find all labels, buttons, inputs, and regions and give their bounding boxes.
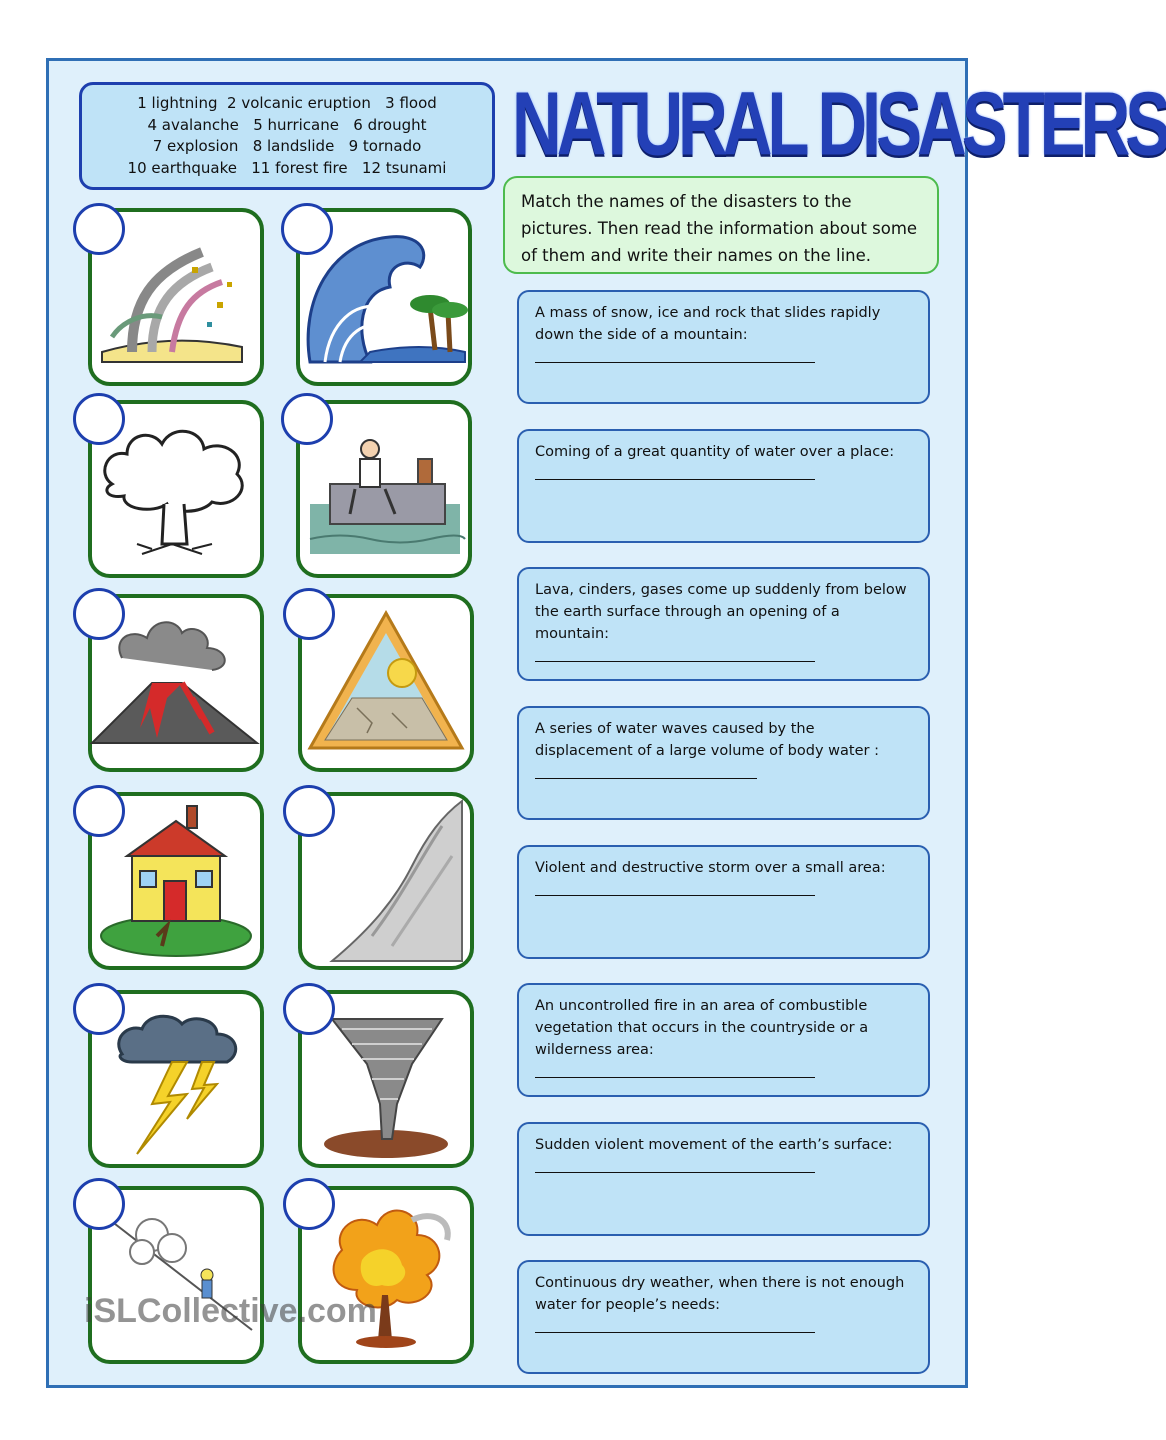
answer-line[interactable] <box>535 1320 815 1333</box>
answer-circle[interactable] <box>281 203 333 255</box>
definition-box <box>517 845 930 959</box>
answer-circle[interactable] <box>281 393 333 445</box>
answer-circle[interactable] <box>73 393 125 445</box>
answer-line[interactable] <box>535 649 815 662</box>
definition-box <box>517 1122 930 1236</box>
answer-circle[interactable] <box>283 983 335 1035</box>
definition-box <box>517 983 930 1097</box>
word-bank <box>79 82 495 190</box>
answer-line[interactable] <box>535 766 757 779</box>
answer-line[interactable] <box>535 467 815 480</box>
answer-line[interactable] <box>535 1160 815 1173</box>
answer-circle[interactable] <box>73 1178 125 1230</box>
instructions: Match the names of the disasters to the pictures. Then read the information about some of them and write their names on the line. <box>503 176 939 274</box>
definition-text: A series of water waves caused by the displacement of a large volume of body water : <box>535 721 879 759</box>
definition-text: Violent and destructive storm over a small area: <box>535 860 886 876</box>
definition-text: Lava, cinders, gases come up suddenly from below the earth surface through an opening of a mountain: <box>535 582 907 642</box>
definition-text: Coming of a great quantity of water over a place: <box>535 444 895 460</box>
word-bank-line: 1 lightning 2 volcanic eruption 3 flood <box>137 94 437 112</box>
definition-text: A mass of snow, ice and rock that slides rapidly down the side of a mountain: <box>535 305 881 343</box>
definition-box <box>517 290 930 404</box>
answer-line[interactable] <box>535 1065 815 1078</box>
definition-box <box>517 1260 930 1374</box>
answer-circle[interactable] <box>283 588 335 640</box>
answer-circle[interactable] <box>283 1178 335 1230</box>
word-bank-line: 7 explosion 8 landslide 9 tornado <box>152 137 422 155</box>
watermark: iSLCollective.com <box>84 1292 377 1330</box>
answer-circle[interactable] <box>73 983 125 1035</box>
answer-circle[interactable] <box>73 588 125 640</box>
word-bank-line: 4 avalanche 5 hurricane 6 drought <box>147 115 427 134</box>
definition-text: Sudden violent movement of the earth’s surface: <box>535 1137 893 1153</box>
definition-text: An uncontrolled fire in an area of combustible vegetation that occurs in the countryside or a wilderness area: <box>535 998 869 1058</box>
answer-circle[interactable] <box>73 785 125 837</box>
page-title: NATURAL DISASTERS <box>512 74 1166 175</box>
answer-circle[interactable] <box>283 785 335 837</box>
definition-box <box>517 429 930 543</box>
definition-text: Continuous dry weather, when there is not enough water for people’s needs: <box>535 1275 905 1313</box>
answer-line[interactable] <box>535 883 815 896</box>
answer-circle[interactable] <box>73 203 125 255</box>
definition-box <box>517 706 930 820</box>
answer-line[interactable] <box>535 350 815 363</box>
definition-box <box>517 567 930 681</box>
word-bank-line: 10 earthquake 11 forest fire 12 tsunami <box>127 158 447 177</box>
